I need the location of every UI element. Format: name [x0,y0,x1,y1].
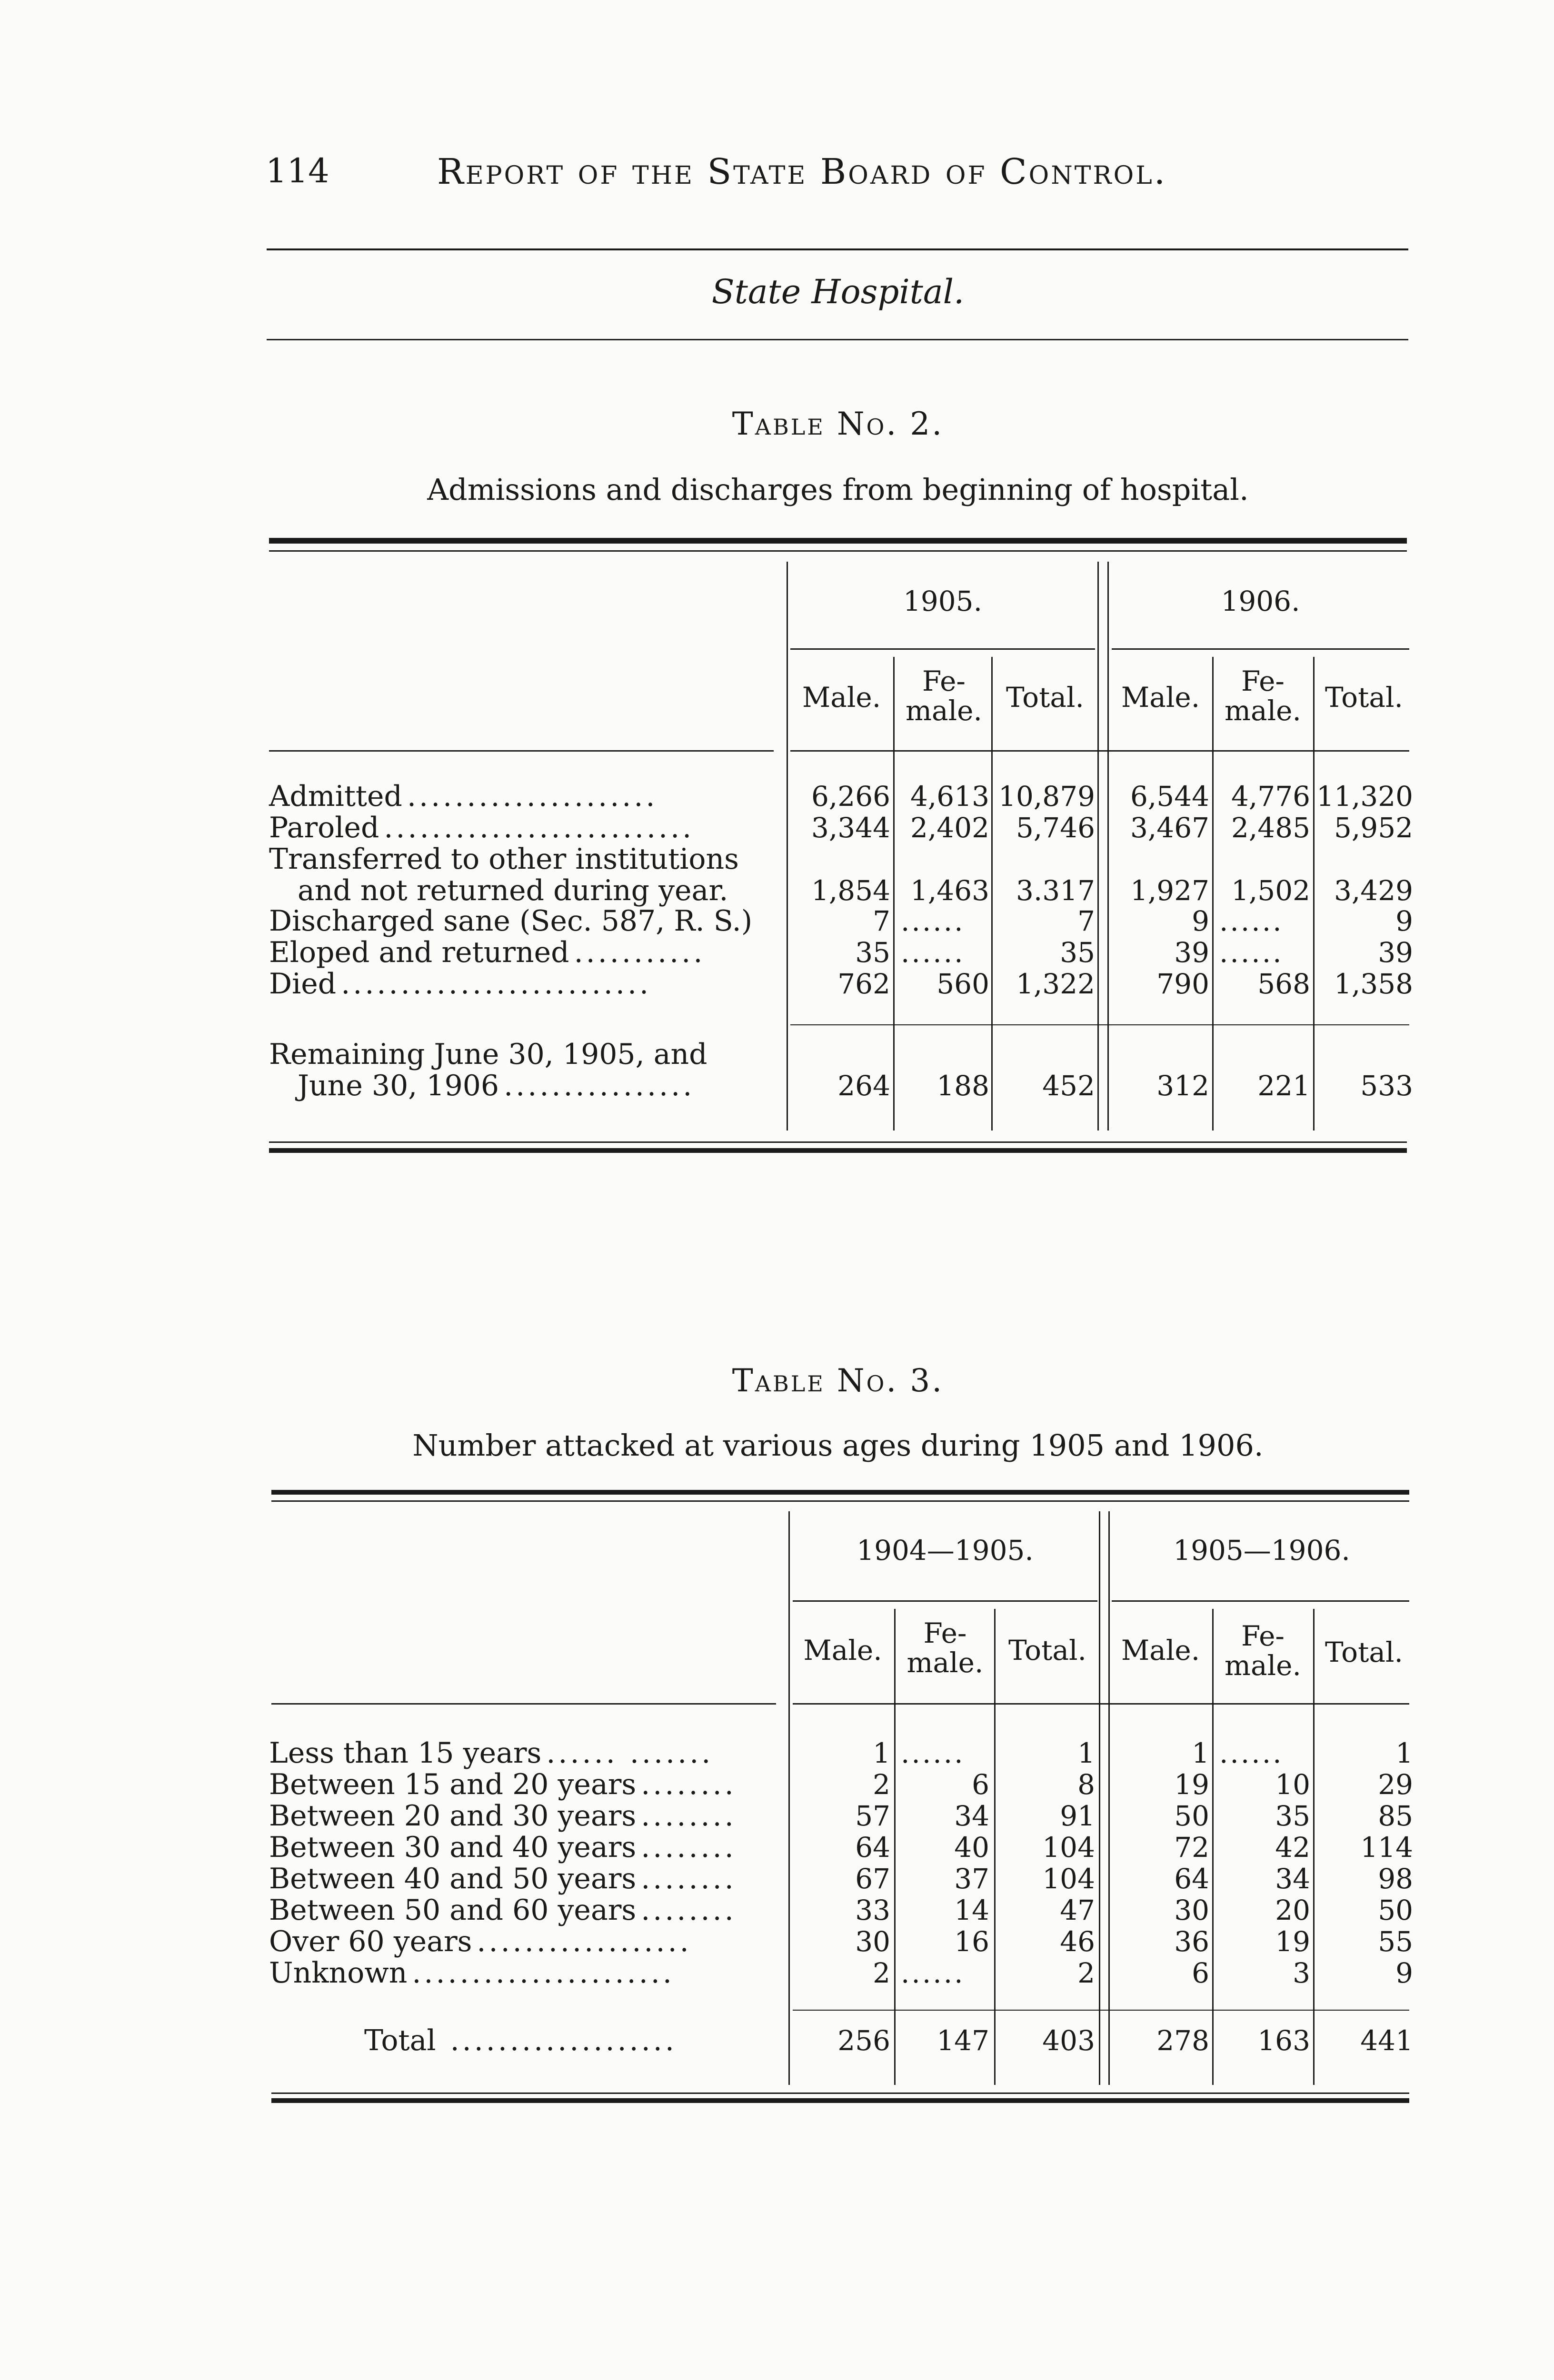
table3-cell: 8 [1077,1768,1095,1801]
table3-cell: 1 [1395,1737,1413,1769]
table2-row-label [269,843,739,875]
table3-year-2: 1905—1906. [1173,1534,1350,1567]
table3-caption: Number attacked at various ages during 1905 and 1906. [412,1428,1264,1463]
table3-cell: 2 [1077,1957,1095,1989]
table3-cell: 16 [954,1925,989,1958]
table3-total-label [364,2025,677,2056]
table2-row-label-text: Paroled [269,811,379,844]
table2-cell: 7 [873,905,890,937]
section-title: State Hospital. [711,272,965,311]
table3-col-male-1: Male. [803,1634,882,1666]
table3-row-label-text: Between 20 and 30 years [269,1799,637,1833]
table3-total-label-text: Total [364,2024,436,2057]
table2-row-label [269,905,752,937]
table2-cell: 790 [1156,968,1209,1000]
table3-cell: 6 [1192,1957,1209,1989]
table3-row-leader-dots: ........ [641,1894,737,1927]
table3-cell: 50 [1174,1800,1209,1832]
table3-cell: 64 [1174,1863,1209,1895]
table2-cell: 1,463 [910,874,989,907]
page-number: 114 [266,151,329,190]
table3-cell: 1 [873,1737,890,1769]
table2-cell: 221 [1257,1070,1310,1102]
table3-row-leader-dots: ........ [641,1768,737,1801]
table2-row-label-text: Admitted [269,780,402,813]
table2-cell: 9 [1395,905,1413,937]
table3-cell: 114 [1360,1831,1413,1864]
table2-cell: 7 [1077,905,1095,937]
table2-row-leader-dots: ........... [574,936,706,969]
table2-rule-bottom-thick [269,1148,1407,1153]
table3-col-female-1 [895,1618,995,1677]
table3-cell: 72 [1174,1831,1209,1864]
table2-cell: ...... [901,905,965,937]
table3-total-leader-dots: ................... [450,2024,677,2057]
table2-row-label [298,1070,695,1101]
table2-row-label [269,1039,707,1070]
table3-row-label [269,1957,675,1989]
table2-cell: 312 [1156,1070,1209,1102]
table3-row-leader-dots: ........ [641,1862,737,1895]
table2-cell: 1,854 [811,874,890,907]
table2-cell: 3,344 [811,812,890,844]
table2-year-1906: 1906. [1221,585,1300,617]
table3-cell: 64 [855,1831,890,1864]
table2-cell: 5,952 [1334,812,1413,844]
table3-year-rule-1 [793,1600,1097,1602]
table3-head-rule-data [793,1703,1409,1705]
table3-cell: 3 [1293,1957,1310,1989]
table3-row-label [269,1894,737,1926]
table3-row-label [269,1800,737,1832]
table2-title: Table No. 2. [732,406,944,442]
table2-col-female-2 [1212,666,1314,725]
table3-cell: 33 [855,1894,890,1926]
table2-row-label [269,781,658,812]
table3-cell: 1 [1077,1737,1095,1769]
table3-row-label [269,1926,692,1957]
table3-cell: 20 [1275,1894,1310,1926]
table2-row-label-text: Transferred to other institutions [269,843,739,876]
table2-col-male-1: Male. [802,681,881,714]
table3-row-label-text: Between 15 and 20 years [269,1768,637,1801]
table2-col-female-1a: Fe- [922,665,966,697]
table2-cell: 3.317 [1016,874,1095,907]
table3-cell: 40 [954,1831,989,1864]
table2-caption: Admissions and discharges from beginning of hospital. [427,472,1249,507]
table2-cell: 188 [936,1070,989,1102]
table3-cell: 57 [855,1800,890,1832]
table2-rule-bottom-thin [269,1141,1407,1143]
table3-total-cell: 163 [1257,2024,1310,2057]
table3-cell: 2 [873,1768,890,1801]
table3-cell: 37 [954,1863,989,1895]
table3-cell: 91 [1060,1800,1095,1832]
table3-total-rule [793,2010,1409,2011]
table3-cell: 9 [1395,1957,1413,1989]
table3-col-female-2b: male. [1225,1649,1301,1682]
table3-year-1: 1904—1905. [857,1534,1034,1567]
table2-cell: 4,776 [1231,780,1310,813]
table3-rule-top-thin [271,1500,1409,1502]
table3-cell: 19 [1174,1768,1209,1801]
table3-title: Table No. 3. [732,1362,944,1399]
table3-row-leader-dots: ........ [641,1831,737,1864]
table3-row-label-text: Unknown [269,1956,408,1990]
table3-cell: 30 [1174,1894,1209,1926]
table2-head-rule-stub [269,750,774,752]
table3-row-label [269,1737,713,1769]
table3-cell: ...... [901,1957,965,1989]
table3-row-label-text: Between 50 and 60 years [269,1894,637,1927]
table2-row-label-text: Discharged sane (Sec. 587, R. S.) [269,904,753,938]
table2-cell: 11,320 [1316,780,1413,813]
table2-row-leader-dots: .......................... [384,811,695,844]
table3-row-leader-dots: ...................... [412,1956,675,1990]
table2-cell: 39 [1174,936,1209,969]
table3-col-female-1b: male. [906,1646,984,1679]
table2-col-total-2: Total. [1325,681,1403,714]
table3-cell: 50 [1378,1894,1413,1926]
table3-vline-dbl-a [1099,1511,1100,2085]
table3-cell: ...... [1219,1737,1284,1769]
table2-head-rule-data [790,750,1409,752]
table3-rule-bottom-thin [271,2092,1409,2094]
table2-row-label-text: Died [269,967,337,1001]
table2-year-rule-2 [1112,648,1409,650]
table3-row-leader-dots: ........ [641,1799,737,1833]
table2-cell: 264 [837,1070,890,1102]
table2-row-label [298,875,728,906]
table3-row-label-text: Over 60 years [269,1925,472,1958]
running-title: Report of the State Board of Control. [437,151,1167,192]
table3-total-cell: 441 [1360,2024,1413,2057]
table2-cell: 35 [855,936,890,969]
table3-cell: 42 [1275,1831,1310,1864]
table3-col-male-2: Male. [1121,1634,1200,1666]
table2-cell: 1,502 [1231,874,1310,907]
table2-cell: 6,544 [1130,780,1209,813]
table2-cell: ...... [1219,936,1284,969]
table3-total-cell: 147 [936,2024,989,2057]
table2-cell: 35 [1060,936,1095,969]
table3-cell: 46 [1060,1925,1095,1958]
header-rule-top [267,248,1408,250]
table3-col-female-2 [1212,1621,1314,1680]
table2-col-female-1b: male. [906,694,982,727]
table2-rule-top-thick [269,538,1407,544]
table2-cell: 3,467 [1130,812,1209,844]
table2-col-total-1: Total. [1006,681,1084,714]
table3-cell: 19 [1275,1925,1310,1958]
table2-cell: 452 [1042,1070,1095,1102]
table2-col-female-2b: male. [1225,694,1301,727]
table2-col-female-2a: Fe- [1241,665,1285,697]
table3-cell: 34 [954,1800,989,1832]
table2-cell: 5,746 [1016,812,1095,844]
table2-rule-top-thin [269,550,1407,552]
table2-row-label-text: Remaining June 30, 1905, and [269,1038,707,1071]
table3-row-leader-dots: .................. [477,1925,692,1958]
table3-cell: 35 [1275,1800,1310,1832]
table3-cell: ...... [901,1737,965,1769]
table3-cell: 104 [1042,1831,1095,1864]
table2-year-rule-1 [790,648,1095,650]
table3-head-rule-stub [271,1703,776,1705]
table2-cell: 533 [1360,1070,1413,1102]
table2-cell: 6,266 [811,780,890,813]
table3-cell: 34 [1275,1863,1310,1895]
header-rule-bottom [267,339,1408,340]
table2-cell: 10,879 [998,780,1095,813]
table3-total-cell: 403 [1042,2024,1095,2057]
table3-row-label-text: Between 40 and 50 years [269,1862,637,1895]
table3-cell: 85 [1378,1800,1413,1832]
table2-cell: 2,485 [1231,812,1310,844]
table3-row-label-text: Less than 15 years [269,1736,542,1770]
table2-row-leader-dots: ................ [504,1069,695,1102]
table3-col-total-2: Total. [1325,1636,1403,1668]
table3-col-female-2a: Fe- [1241,1620,1285,1652]
table3-cell: 104 [1042,1863,1095,1895]
table3-cell: 98 [1378,1863,1413,1895]
table2-cell: 762 [837,968,890,1000]
table2-vline-dbl-b [1107,562,1109,1130]
table2-row-label-text: Eloped and returned [269,936,569,969]
table2-cell: ...... [901,936,965,969]
table2-cell: 39 [1378,936,1413,969]
table2-row-leader-dots: .......................... [341,967,652,1001]
table2-col-male-2: Male. [1121,681,1200,714]
table2-cell: 560 [936,968,989,1000]
table3-cell: 29 [1378,1768,1413,1801]
table2-row-label [269,937,705,968]
table3-cell: 1 [1192,1737,1209,1769]
table3-row-label [269,1769,737,1800]
table2-cell: 1,322 [1016,968,1095,1000]
table2-vline-dbl-a [1097,562,1099,1130]
table3-row-label [269,1863,737,1894]
table2-cell: ...... [1219,905,1284,937]
table3-cell: 2 [873,1957,890,1989]
table2-cell: 2,402 [910,812,989,844]
table2-cell: 1,358 [1334,968,1413,1000]
table2-col-female-1 [895,666,993,725]
table3-rule-bottom-thick [271,2098,1409,2103]
table2-row-label [269,968,651,1000]
table2-row-label-text: and not returned during year. [298,874,728,907]
table3-year-rule-2 [1112,1600,1409,1602]
table3-row-label-text: Between 30 and 40 years [269,1831,637,1864]
table3-col-total-1: Total. [1008,1634,1086,1666]
table3-cell: 47 [1060,1894,1095,1926]
table2-cell: 4,613 [910,780,989,813]
table2-vline-stub [787,562,788,1130]
table2-cell: 9 [1192,905,1209,937]
table2-row-label-text: June 30, 1906 [298,1069,499,1102]
table2-row-label [269,812,694,843]
table2-sum-rule [790,1024,1409,1025]
table3-col-female-1a: Fe- [923,1617,967,1649]
table2-cell: 3,429 [1334,874,1413,907]
table3-cell: 14 [954,1894,989,1926]
table3-total-cell: 256 [837,2024,890,2057]
table2-cell: 568 [1257,968,1310,1000]
table2-year-1905: 1905. [903,585,983,617]
table3-rule-top-thick [271,1490,1409,1495]
table2-row-leader-dots: ..................... [407,780,658,813]
table3-cell: 36 [1174,1925,1209,1958]
table2-cell: 1,927 [1130,874,1209,907]
table3-cell: 67 [855,1863,890,1895]
table3-cell: 55 [1378,1925,1413,1958]
table3-cell: 30 [855,1925,890,1958]
table3-cell: 10 [1275,1768,1310,1801]
table3-row-leader-dots: ...... ....... [546,1736,714,1770]
table3-row-label [269,1832,737,1863]
table3-total-cell: 278 [1156,2024,1209,2057]
table3-cell: 6 [972,1768,989,1801]
